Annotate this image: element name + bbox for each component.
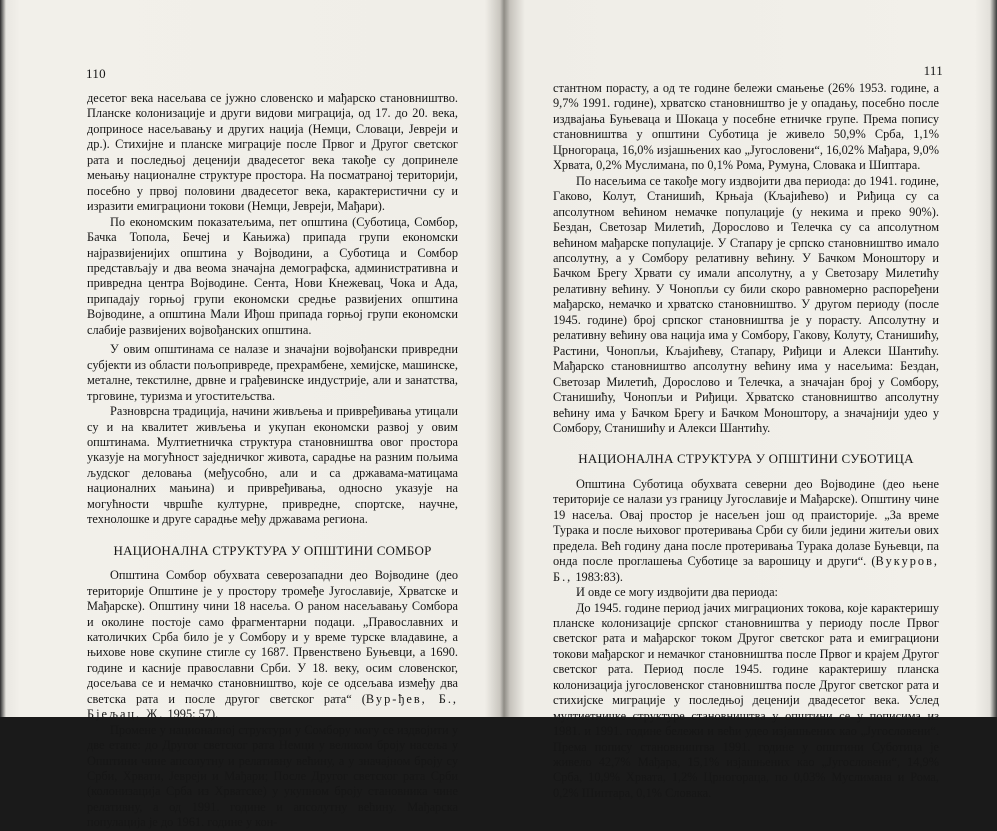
right-page <box>505 0 997 800</box>
paragraph: Разноврсна традиција, начини живљења и привређивања утицали су и на квалитет живљења и укупан економски развој у овим општинама. Мултиетничка структура становништва овог простора указује на могућност заједничког живота, сарадње на разним пољима људског деловања (међусобно, али и са државама-матицама националних мањина) и привређивања, односно указује на могућности чвршће културне, привредне, спортске, научне, технолошке и друге сарадње међу државама региона. <box>87 404 458 527</box>
citation-year: 1995: 57). <box>164 707 219 722</box>
paragraph: И овде се могу издвојити два периода: <box>576 585 778 600</box>
section-heading-subotica: НАЦИОНАЛНА СТРУКТУРА У ОПШТИНИ СУБОТИЦА <box>578 451 914 467</box>
page-number-left: 110 <box>86 66 106 81</box>
paragraph <box>553 477 939 585</box>
paragraph-text: Општина Суботица обухвата северни део Војводине (део њене територије се налази уз границу Југославије и Мађарске). Општину чине 19 насеља. Овај простор је насељен још од праисторије. „За време Турака и после њиховог протеривања Срби су били једини житељи ових предела. Већ годину дана после протеривања Турака долазе Буњевци, па онда после проглашења Суботице за варошицу и други“. ( <box>553 476 939 569</box>
citation-authors: Вур-ђев, Б., Бјељац, Ж. <box>87 691 458 722</box>
paragraph: Промене у националној структури у Сомбору могу се издвојити у две етапе: до Другог светског рата Немци у великом броју насеља у Општини чине апсолутну и релативну већину, а у значајном броју су Срби, Хрвати, Јевреји и Мађари; После Другог светског рата Срби (колонизација Срба из Хрватске) у укупном броју становника чине релативну, а од 1991. године и апсолутну већину. Мађарска популација је до 1961. године у кон- <box>87 722 458 830</box>
paragraph: десетог века насељава се јужно словенско и мађарско становништво. Планске колонизације и други видови миграција, од 17. до 20. века, доприносе насељавању и других нација (Немци, Словаци, Јевреји и др.). Стихијне и планске миграције после Првог и Другог светског рата и последњој деценији двадесетог века такође су допринеле мењању националне структуре простора. На посматраној територији, посебно у првој половини двадесетог века, карактеристични су и изразити емиграциони токови (Немци, Јевреји, Мађари). <box>87 91 458 214</box>
paragraph: По економским показатељима, пет општина (Суботица, Сомбор, Бачка Топола, Бечеј и Кањижа) припада групи економски најразвијенијих општина у Војводини, а Суботица и Сомбор представљају и два веома значајна демографска, административна и привредна центра Војводине. Сента, Нови Кнежевац, Чока и Ада, припадају горњој групи економски средње развијених општина Војводине, а општина Мали Иђош припада горњој групи економски слабије развијених војвођанских општина. <box>87 214 458 337</box>
citation-year: 1983:83). <box>572 569 624 584</box>
paragraph-text: Општина Сомбор обухвата северозападни део Војводине (део територије Општине је у простору тромеђе Југославије, Хрватске и Мађарске). Општину чини 18 насеља. О раном насељавању Сомбора и околине постоје само фрагментарни подаци. „Православних и католичких Срба било је у Сомбору и у време турске владавине, а њихове нове скупине стигле су 1687. Првенствено Буњевци, а 1690. године и касније православни Срби. У 18. веку, осим словенског, досељава се и немачко становништво, које се одсељава између два светска рата и после другог светског рата“ ( <box>87 568 458 706</box>
paragraph: стантном порасту, а од те године бележи смањење (26% 1953. године, а 9,7% 1991. године), хрватско становништво је у опадању, посебно после издвајања Буњеваца и Шокаца у посебне етничке групе. Према попису становништва у општини Суботица је живело 50,9% Срба, 1,1% Црногораца, 16,0% изјашњених као „Југословени“, 16,02% Мађара, 9,0% Хрвата, 0,2% Муслимана, по 0,1% Рома, Румуна, Словака и Шиптара. <box>553 81 939 173</box>
paragraph: До 1945. године период јачих миграционих токова, које карактеришу планске колонизације српског становништва у периоду после Првог светског рата и мађарског током Другог светског рата и емиграциони токови мађарског и немачког становништва после Првог и крајем Другог светског рата. Период после 1945. године карактеришу планска колонизација југословенског становништва после Другог светског рата и стихијске миграције у последњој деценији двадесетог века. Услед мултиетничке структуре становништва у општини се у пописима из 1981. и 1991. године бележи и већи удео изјашњених као „Југословени“. Према попису становништва 1991. године у општини Суботица је живело 42,7% Мађара, 15,1% изјашњених као „Југословени“, 14,9% Срба, 10,9% Хрвата, 1,2% Црногораца, по 0,03% Муслимана и Рома, 0,2% Шиптара, 0,1% Словака. <box>553 600 939 800</box>
page-number-right: 111 <box>923 63 943 78</box>
paragraph: У овим општинама се налазе и значајни војвођански привредни субјекти из области пољопривреде, прехрамбене, хемијске, машинске, металне, текстилне, дрвне и грађевинске индустрије, али и занатства, трговине, туризма и угоститељства. <box>87 342 458 403</box>
paragraph <box>87 568 458 723</box>
right-page-body <box>553 81 939 801</box>
section-heading-sombor: НАЦИОНАЛНА СТРУКТУРА У ОПШТИНИ СОМБОР <box>113 542 432 558</box>
left-page-body <box>87 91 458 831</box>
citation-authors: Вукуров, Б., <box>553 554 939 584</box>
paragraph: По насељима се такође могу издвојити два периода: до 1941. године, Гаково, Колут, Станишић, Крњаја (Кљајићево) и Риђица су са апсолутном већином немачке популације (у некима и преко 90%). Бездан, Светозар Милетић, Дорослово и Телечка су са апсолутном већином мађарске популације. У Стапару је српско становништво имало апсолутну, а у Сомбору релативну већину. У Бачком Моноштору и Бачком Брегу Хрвати су имали апсолутну, а у Светозару Милетићу релативну већину. У Чонопљи су били скоро равномерно распоређени мађарско, немачко и хрватско становништво. У другом периоду (после 1945. године) број српског становништва је у порасту. Апсолутну и релативну већину ова нација има у Сомбору, Гакову, Колуту, Станишићу, Растини, Чонопљи, Кљајићеву, Стапару, Риђици и Алекси Шантићу. Мађарско становништво апсолутну већину има у насељима: Бездан, Светозар Милетић, Дорослово и Телечка, а значајан број у Сомбору, Станишићу, Чонопљи и Риђици. Хрватско становништво апсолутну већину има у Бачком Брегу и Бачком Моноштору, а значајнији удео у Сомбору, Станишићу и Алекси Шантићу. <box>553 173 939 435</box>
